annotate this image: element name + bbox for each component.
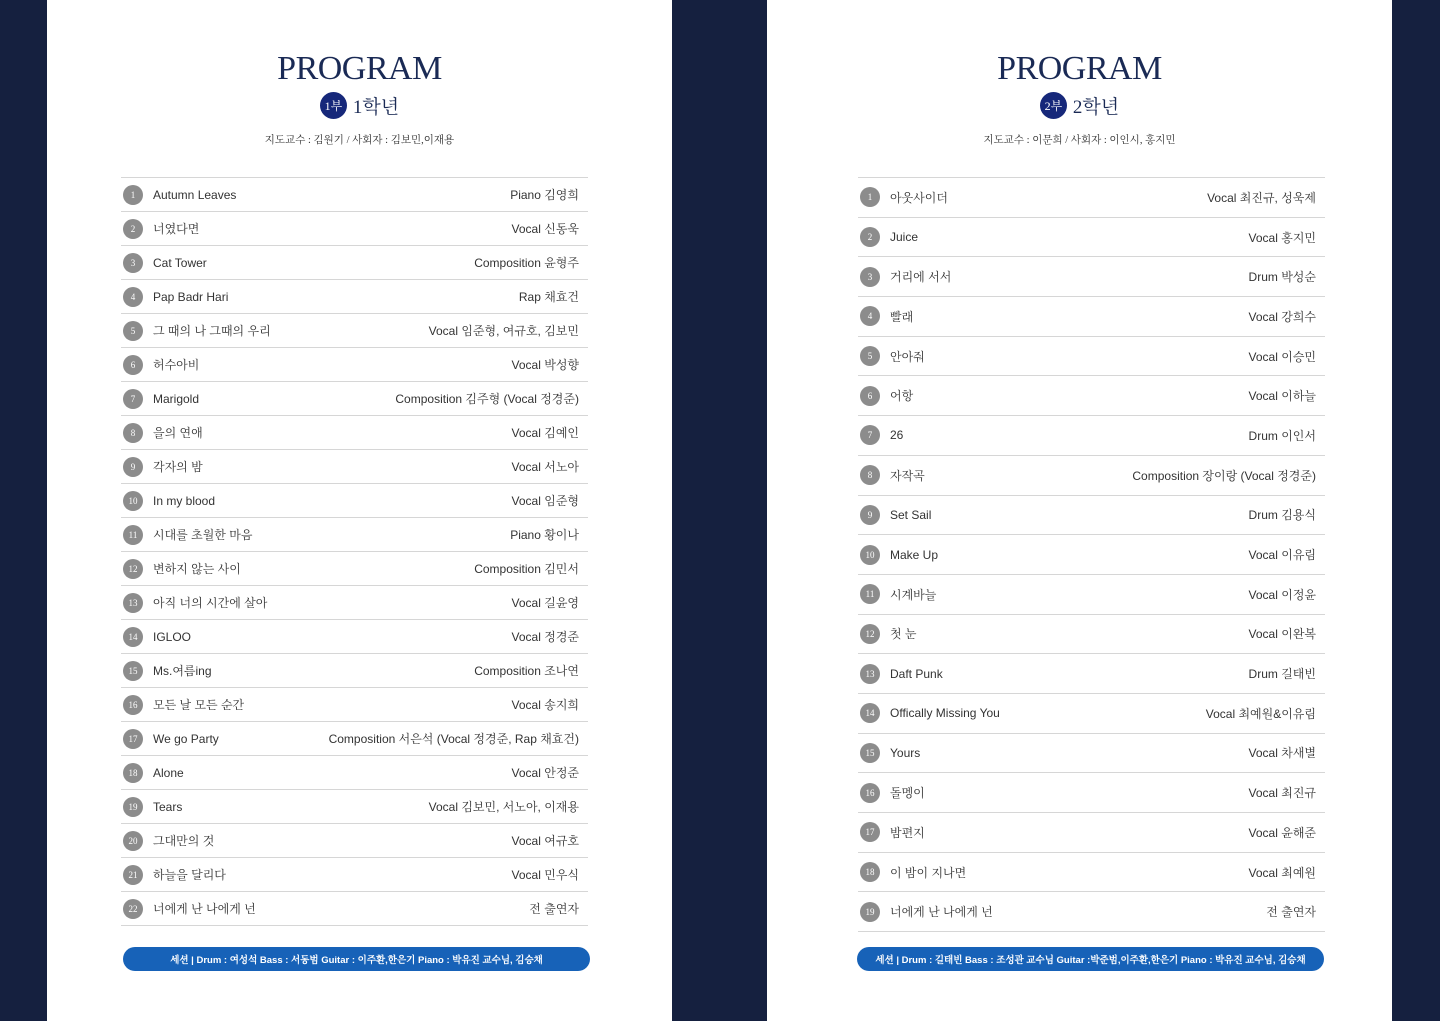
program-list <box>121 177 588 926</box>
item-title: 자작곡 <box>890 468 925 483</box>
item-performer: Vocal 김보민, 서노아, 이재용 <box>428 800 579 814</box>
item-number-badge: 14 <box>860 703 880 723</box>
part-badge: 2부 <box>1040 92 1067 119</box>
part-header <box>767 92 1392 119</box>
item-title: 안아줘 <box>890 349 925 364</box>
program-item <box>121 450 588 484</box>
part-header <box>47 92 672 119</box>
item-number-badge: 12 <box>860 624 880 644</box>
item-title: Offically Missing You <box>890 706 1000 721</box>
item-performer: Vocal 박성향 <box>511 358 579 372</box>
item-performer: Vocal 최예원 <box>1248 865 1316 880</box>
item-number-badge: 17 <box>860 822 880 842</box>
item-number-badge: 10 <box>123 491 143 511</box>
item-number-badge: 6 <box>123 355 143 375</box>
program-item <box>858 297 1325 337</box>
program-item <box>858 535 1325 575</box>
item-number-badge: 15 <box>123 661 143 681</box>
item-title: 너에게 난 나에게 넌 <box>890 905 993 920</box>
item-title: 시대를 초월한 마음 <box>153 528 253 542</box>
program-item <box>121 688 588 722</box>
item-performer: Vocal 여규호 <box>511 834 579 848</box>
item-title: Autumn Leaves <box>153 187 237 202</box>
item-number-badge: 20 <box>123 831 143 851</box>
item-number-badge: 22 <box>123 899 143 919</box>
item-title: Yours <box>890 745 921 760</box>
item-title: Marigold <box>153 391 200 406</box>
item-title: Tears <box>153 799 183 814</box>
item-number-badge: 9 <box>123 457 143 477</box>
item-number-badge: 18 <box>860 862 880 882</box>
item-title: 을의 연애 <box>153 426 203 440</box>
program-item <box>858 892 1325 932</box>
item-number-badge: 12 <box>123 559 143 579</box>
program-item <box>858 615 1325 655</box>
item-number-badge: 10 <box>860 545 880 565</box>
item-performer: Vocal 최진규, 성욱제 <box>1207 190 1316 205</box>
item-title: Daft Punk <box>890 666 943 681</box>
program-item <box>121 824 588 858</box>
item-number-badge: 2 <box>860 227 880 247</box>
item-performer: Vocal 민우식 <box>511 868 579 882</box>
program-item <box>858 416 1325 456</box>
item-title: 이 밤이 지나면 <box>890 865 967 880</box>
item-performer: Vocal 윤해준 <box>1248 825 1316 840</box>
item-title: 그 때의 나 그때의 우리 <box>153 324 271 338</box>
item-number-badge: 1 <box>860 187 880 207</box>
program-item <box>121 620 588 654</box>
item-title: Make Up <box>890 547 939 562</box>
item-performer: Composition 조나연 <box>474 664 579 678</box>
item-number-badge: 13 <box>123 593 143 613</box>
program-item <box>121 756 588 790</box>
program-item <box>858 813 1325 853</box>
program-item <box>858 654 1325 694</box>
item-title: Alone <box>153 765 184 780</box>
item-title: 어항 <box>890 389 914 404</box>
item-title: 26 <box>890 428 904 443</box>
item-performer: Vocal 신동욱 <box>511 222 579 236</box>
item-performer: Drum 이인서 <box>1248 428 1316 443</box>
item-number-badge: 18 <box>123 763 143 783</box>
item-number-badge: 21 <box>123 865 143 885</box>
item-performer: Vocal 이유림 <box>1248 548 1316 563</box>
item-number-badge: 17 <box>123 729 143 749</box>
item-title: 돌멩이 <box>890 786 925 801</box>
program-page-part2 <box>767 0 1392 1021</box>
item-performer: Vocal 최진규 <box>1248 786 1316 801</box>
program-item <box>858 773 1325 813</box>
program-item <box>858 178 1325 218</box>
item-title: IGLOO <box>153 629 192 644</box>
item-title: Set Sail <box>890 507 932 522</box>
item-performer: Composition 서은석 (Vocal 정경준, Rap 채효건) <box>328 732 579 746</box>
item-performer: Piano 황이나 <box>510 528 579 542</box>
item-title: Ms.여름ing <box>153 664 212 678</box>
item-title: 너에게 난 나에게 넌 <box>153 902 256 916</box>
program-item <box>121 858 588 892</box>
item-title: 시계바늘 <box>890 587 937 602</box>
item-title: Juice <box>890 230 919 245</box>
item-performer: Vocal 이하늘 <box>1248 389 1316 404</box>
program-item <box>858 257 1325 297</box>
item-title: 모든 날 모든 순간 <box>153 698 245 712</box>
item-title: In my blood <box>153 493 216 508</box>
item-performer: Vocal 차새별 <box>1248 746 1316 761</box>
item-performer: Composition 김주형 (Vocal 정경준) <box>395 392 579 406</box>
program-item <box>121 314 588 348</box>
program-item <box>121 484 588 518</box>
item-title: 첫 눈 <box>890 627 917 642</box>
item-number-badge: 4 <box>123 287 143 307</box>
program-item <box>858 218 1325 258</box>
item-number-badge: 9 <box>860 505 880 525</box>
item-title: 너였다면 <box>153 222 200 236</box>
program-item <box>121 790 588 824</box>
item-performer: 전 출연자 <box>529 902 579 916</box>
item-number-badge: 16 <box>860 783 880 803</box>
item-title: 빨래 <box>890 309 914 324</box>
item-number-badge: 2 <box>123 219 143 239</box>
item-performer: Drum 길태빈 <box>1248 667 1316 682</box>
item-number-badge: 5 <box>860 346 880 366</box>
program-page-part1 <box>47 0 672 1021</box>
item-title: Pap Badr Hari <box>153 289 229 304</box>
item-title: 거리에 서서 <box>890 270 952 285</box>
program-item <box>121 892 588 926</box>
program-item <box>121 518 588 552</box>
program-item <box>858 376 1325 416</box>
item-title: 밤편지 <box>890 825 925 840</box>
page-heading: PROGRAM <box>277 50 442 87</box>
program-item <box>858 456 1325 496</box>
session-bar: 세션 | Drum : 길태빈 Bass : 조성관 교수님 Guitar :박준범,이주환,한은기 Piano : 박유진 교수님, 김승채 <box>857 947 1324 971</box>
program-item <box>121 416 588 450</box>
item-performer: Composition 김민서 <box>474 562 579 576</box>
item-title: 아웃사이더 <box>890 190 948 205</box>
program-item <box>121 280 588 314</box>
credits-line: 지도교수 : 김원기 / 사회자 : 김보민,이재용 <box>264 135 455 146</box>
grade-label: 2학년 <box>1072 97 1120 118</box>
item-performer: Drum 박성순 <box>1248 270 1316 285</box>
item-performer: Vocal 최예원&이유림 <box>1205 706 1316 721</box>
item-performer: Vocal 김예인 <box>511 426 579 440</box>
item-performer: Vocal 서노아 <box>511 460 579 474</box>
program-item <box>858 337 1325 377</box>
grade-label: 1학년 <box>352 97 400 118</box>
program-list <box>858 177 1325 932</box>
item-title: 하늘을 달리다 <box>153 868 226 882</box>
item-performer: 전 출연자 <box>1266 905 1316 920</box>
item-title: Cat Tower <box>153 255 207 270</box>
program-item <box>858 496 1325 536</box>
item-title: 그대만의 것 <box>153 834 215 848</box>
item-performer: Vocal 정경준 <box>511 630 579 644</box>
item-title: 허수아비 <box>153 358 200 372</box>
item-number-badge: 4 <box>860 306 880 326</box>
program-item <box>121 348 588 382</box>
item-title: 변하지 않는 사이 <box>153 562 241 576</box>
part-badge: 1부 <box>320 92 347 119</box>
program-item <box>121 382 588 416</box>
item-performer: Vocal 이완복 <box>1248 627 1316 642</box>
item-title: We go Party <box>153 731 219 746</box>
item-performer: Vocal 이정윤 <box>1248 587 1316 602</box>
item-performer: Vocal 강희수 <box>1248 309 1316 324</box>
program-item <box>121 212 588 246</box>
item-number-badge: 3 <box>123 253 143 273</box>
item-number-badge: 7 <box>123 389 143 409</box>
item-performer: Vocal 임준형, 여규호, 김보민 <box>428 324 579 338</box>
program-item <box>121 586 588 620</box>
item-title: 아직 너의 시간에 살아 <box>153 596 268 610</box>
item-performer: Vocal 송지희 <box>511 698 579 712</box>
item-number-badge: 7 <box>860 425 880 445</box>
item-number-badge: 16 <box>123 695 143 715</box>
program-item <box>858 734 1325 774</box>
item-number-badge: 5 <box>123 321 143 341</box>
credits-line: 지도교수 : 이문희 / 사회자 : 이인시, 홍지민 <box>983 135 1176 146</box>
item-performer: Composition 윤형주 <box>474 256 579 270</box>
item-number-badge: 15 <box>860 743 880 763</box>
item-performer: Rap 채효건 <box>518 290 579 304</box>
item-number-badge: 14 <box>123 627 143 647</box>
program-item <box>121 722 588 756</box>
program-item <box>121 178 588 212</box>
item-number-badge: 3 <box>860 267 880 287</box>
item-performer: Piano 김영희 <box>510 188 579 202</box>
item-number-badge: 11 <box>860 584 880 604</box>
item-title: 각자의 밤 <box>153 460 203 474</box>
page-heading: PROGRAM <box>997 50 1162 87</box>
item-performer: Vocal 이승민 <box>1248 349 1316 364</box>
program-item <box>858 694 1325 734</box>
item-number-badge: 8 <box>860 465 880 485</box>
program-item <box>858 575 1325 615</box>
item-number-badge: 19 <box>860 902 880 922</box>
program-item <box>121 552 588 586</box>
session-bar: 세션 | Drum : 여성석 Bass : 서동범 Guitar : 이주환,한은기 Piano : 박유진 교수님, 김승채 <box>123 947 590 971</box>
item-performer: Drum 김용식 <box>1248 508 1316 523</box>
item-number-badge: 13 <box>860 664 880 684</box>
item-number-badge: 19 <box>123 797 143 817</box>
program-item <box>121 654 588 688</box>
item-performer: Composition 장이랑 (Vocal 정경준) <box>1132 468 1316 483</box>
item-performer: Vocal 안정준 <box>511 766 579 780</box>
item-number-badge: 1 <box>123 185 143 205</box>
program-item <box>121 246 588 280</box>
item-performer: Vocal 길윤영 <box>511 596 579 610</box>
item-number-badge: 11 <box>123 525 143 545</box>
item-number-badge: 8 <box>123 423 143 443</box>
item-performer: Vocal 홍지민 <box>1248 230 1316 245</box>
program-item <box>858 853 1325 893</box>
item-performer: Vocal 임준형 <box>511 494 579 508</box>
item-number-badge: 6 <box>860 386 880 406</box>
